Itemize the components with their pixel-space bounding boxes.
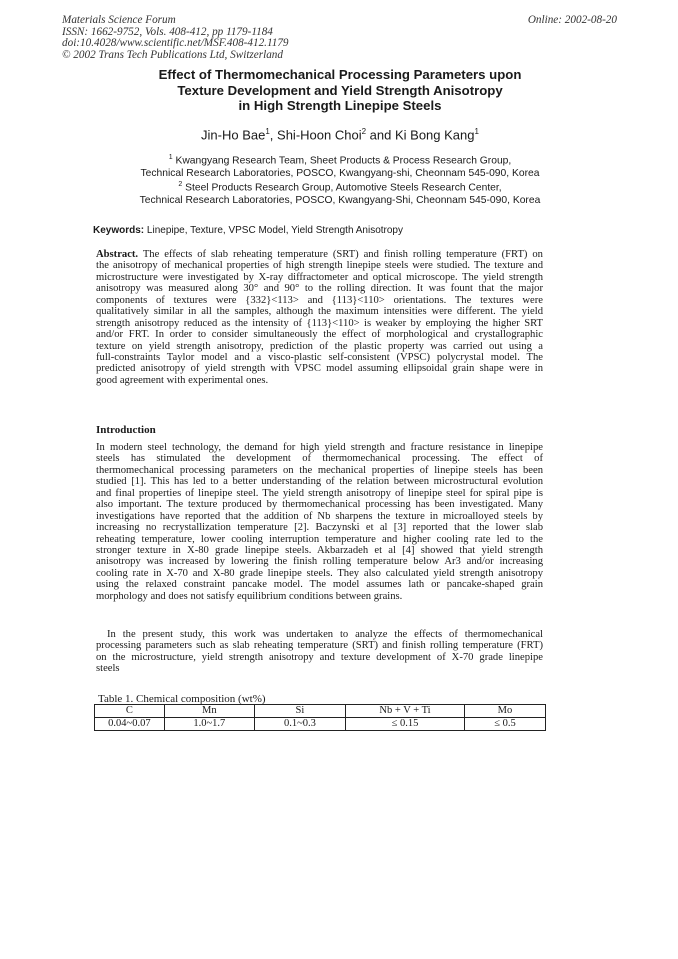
table-cell: 1.0~1.7 — [164, 718, 254, 731]
affiliation-2-line-2: Technical Research Laboratories, POSCO, Kwangyang-Shi, Cheonnam 545-090, Korea — [139, 195, 541, 207]
text-line: increasing no recrystallization temperature [2]. Baczynski et al [3] reported that the lower slab — [96, 522, 543, 534]
author-3: Ki Bong Kang — [394, 127, 475, 143]
author-2: Shi-Hoon Choi — [277, 127, 362, 143]
text-line: good agreement with experimental ones. — [96, 374, 269, 386]
text-line: cooling rate in X-70 and X-80 grade linepipe steels. They also calculated yield strength anisotropy — [96, 567, 543, 579]
text-line: reheating temperature, lower cooling interruption temperature and higher cooling rate led to the — [96, 533, 543, 545]
table-row — [95, 718, 546, 731]
author-list: Jin-Ho Bae$^1$, Shi-Hoon Choi$^2$ and Ki Bong Kang$^1$ — [201, 127, 479, 143]
text-line: also important. The texture produced by thermomechanical processing has been investigated. Many — [96, 499, 543, 511]
issn-line: ISSN: 1662-9752, Vols. 408-412, pp 1179-1184 — [62, 25, 273, 38]
affiliation-1-line-1: Kwangyang Research Team, Sheet Products & Process Research Group, — [175, 155, 512, 167]
table-header-cell: Mn — [164, 705, 254, 718]
table-cell: ≤ 0.5 — [464, 718, 545, 731]
text-line: investigations have reported that the addition of Nb sharpens the texture in microalloyed steels by — [96, 510, 543, 522]
table-header-row — [95, 705, 546, 718]
author-3-affil: 1 — [474, 127, 479, 136]
text-line: anisotropy was increased by lowering the finish rolling temperature below Ar3 and/or increasing — [96, 556, 543, 568]
table-header-cell: Nb + V + Ti — [345, 705, 464, 718]
introduction-paragraph-1 — [96, 442, 543, 602]
text-line: processing parameters such as slab reheating temperature (SRT) and finish rolling temperature (FRT) — [96, 640, 543, 652]
text-line: and final properties of linepipe steel. The yield strength anisotropy of linepipe steel for spiral pipe is — [96, 487, 543, 499]
text-line: using the relaxed constraint pancake model. The model assumes lath or pancake-shaped grain — [96, 579, 543, 591]
author-2-affil: 2 — [361, 127, 367, 136]
author-and: and — [369, 127, 392, 143]
paper-title — [70, 67, 610, 114]
title-line-2: Texture Development and Yield Strength Anisotropy — [177, 82, 503, 98]
affiliation-2-marker: 2 — [178, 181, 183, 188]
copyright-line: © 2002 Trans Tech Publications Ltd, Switzerland — [62, 48, 283, 61]
text-line: qualitatively similar in all the samples, although the maximum intensities were different. The yield — [96, 306, 543, 318]
text-line: microstructure were investigated by X-ray diffractometer and optical microscope. The yield strength — [96, 271, 543, 283]
affiliation-1-marker: 1 — [168, 154, 173, 161]
text-line — [96, 249, 543, 260]
text-line: the anisotropy of mechanical properties of high strength linepipe steels were studied. The texture and — [96, 260, 543, 272]
text-line: steels has stimulated the development of thermomechanical processing. The effect of — [96, 453, 543, 465]
title-line-1: Effect of Thermomechanical Processing Parameters upon — [158, 67, 522, 82]
online-date: Online: 2002-08-20 — [527, 14, 617, 26]
abstract-label: Abstract. — [96, 249, 139, 260]
text-line: on the microstructure, yield strength anisotropy and texture development of X-70 grade linepipe — [96, 651, 543, 663]
text-line: morphology and does not satisfy equilibrium conditions between grains. — [96, 590, 403, 602]
table-cell: 0.1~0.3 — [254, 718, 345, 731]
text-line: and/or FRT. In order to consider simultaneously the effect of morphological and crystallographic — [96, 329, 543, 341]
keywords-text: Linepipe, Texture, VPSC Model, Yield Strength Anisotropy — [146, 225, 403, 236]
introduction-heading: Introduction — [96, 424, 156, 436]
text-line: thermomechanical processing parameters on the mechanical properties of linepipe steels has been — [96, 464, 543, 476]
doi-line[interactable]: doi:10.4028/www.scientific.net/MSF.408-412.1179 — [62, 37, 289, 49]
text-line: texture on yield strength anisotropy, prediction of the plastic property was carried out using a — [96, 340, 543, 352]
abstract — [96, 249, 543, 386]
keywords — [93, 225, 403, 236]
text-line: stronger texture in X-80 grade linepipe steels. Akbarzadeh et al [4] showed that yield strength — [96, 544, 543, 556]
table-cell: ≤ 0.15 — [345, 718, 464, 731]
affiliation-2-line-1: Steel Products Research Group, Automotive Steels Research Center, — [185, 182, 502, 194]
abstract-first-line: The effects of slab reheating temperature (SRT) and finish rolling temperature (FRT) on — [142, 249, 543, 260]
table-cell: 0.04~0.07 — [95, 718, 165, 731]
affiliation-1-line-2: Technical Research Laboratories, POSCO, Kwangyang-shi, Cheonnam 545-090, Korea — [140, 168, 540, 180]
table-header-cell: Si — [254, 705, 345, 718]
title-line-3: in High Strength Linepipe Steels — [238, 98, 442, 113]
table-header-cell: C — [95, 705, 165, 718]
author-1: Jin-Ho Bae — [201, 127, 266, 143]
text-line: studied [1]. This has led to a better understanding of the relation between microstructural evolution — [96, 476, 543, 488]
text-line: predicted anisotropy of yield strength with VPSC model assuming ellipsoidal grain shape were in — [96, 363, 543, 375]
introduction-paragraph-2 — [96, 629, 543, 675]
table-header-cell: Mo — [464, 705, 545, 718]
text-line: In the present study, this work was undertaken to analyze the effects of thermomechanical — [107, 629, 543, 640]
text-line: strength anisotropy reduced as the intensity of {113}<110> is weaker by employing the higher SRT — [96, 317, 543, 329]
author-1-affil: 1 — [265, 127, 270, 136]
affiliation-2 — [70, 178, 610, 207]
text-line: anisotropy was measured along 30° and 90° to the rolling direction. It was fount that the major — [96, 283, 543, 295]
affiliation-1 — [70, 151, 610, 180]
table-1-caption: Table 1. Chemical composition (wt%) — [98, 693, 266, 705]
text-line: In modern steel technology, the demand for high yield strength and fracture resistance in linepipe — [96, 442, 543, 453]
keywords-label: Keywords: — [93, 225, 145, 236]
chemical-composition-table — [94, 704, 546, 731]
journal-name: Materials Science Forum — [62, 14, 176, 26]
journal-header — [62, 15, 617, 61]
text-line: components of textures were {332}<113> and {113}<110> orientations. The textures were — [96, 294, 543, 306]
text-line: steels — [96, 663, 120, 675]
text-line: full-constraints Taylor model and a visco-plastic self-consistent (VPSC) polycrystal model. The — [96, 351, 543, 363]
